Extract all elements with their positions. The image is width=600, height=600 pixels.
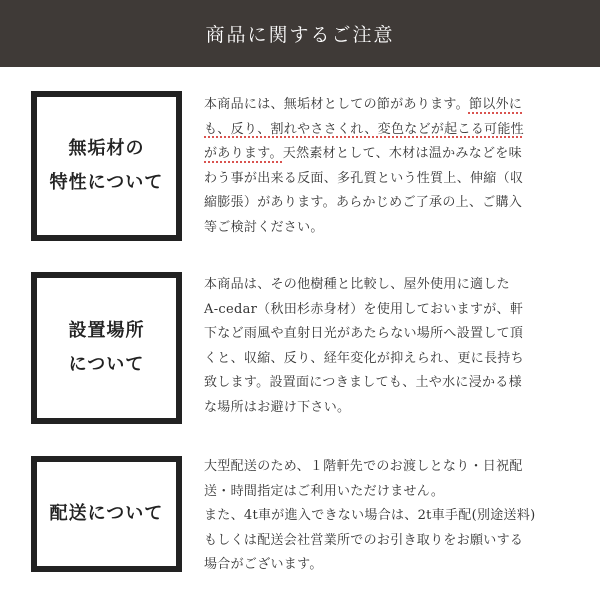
description-line: 大型配送のため、１階軒先でのお渡しとなり・日祝配 [204, 459, 523, 474]
section-label-box [31, 456, 182, 572]
section-label-line: 設置場所 [68, 319, 145, 341]
section-description [204, 93, 576, 240]
description-line: な場所はお避け下さい。 [204, 399, 351, 415]
description-line: があります。天然素材として、木材は温かみなどを味 [204, 146, 522, 161]
page-title: 商品に関するご注意 [205, 24, 395, 46]
description-line: 場合がございます。 [204, 557, 323, 572]
description-line: また、4t車が進入できない場合は、2t車手配(別途送料) [204, 508, 536, 523]
highlighted-text: があります。 [204, 146, 283, 161]
section-label-line: 特性について [49, 172, 164, 193]
section-label-box [31, 91, 182, 241]
section-description [204, 455, 576, 578]
description-line: 本商品は、その他樹種と比較し、屋外使用に適した [204, 277, 510, 292]
description-line [204, 118, 576, 143]
highlighted-text: 節以外に [468, 97, 523, 112]
description-line: 送・時間指定はご利用いただけません。 [204, 483, 445, 499]
page-header [0, 0, 600, 67]
description-line: 下など雨風や直射日光があたらない場所へ設置して頂 [204, 326, 524, 341]
section-label-line: 無垢材の [68, 137, 145, 159]
section-label-line: 配送について [49, 502, 164, 524]
section-label-line: について [68, 354, 145, 375]
description-line: 縮膨張）があります。あらかじめご了承の上、ご購入 [204, 195, 523, 210]
description-line: もしくは配送会社営業所でのお引き取りをお願いする [204, 532, 524, 548]
description-line: A-cedar（秋田杉赤身材）を使用しておいますが、軒 [204, 301, 524, 317]
description-line: 本商品には、無垢材としての節があります。節以外に [204, 97, 523, 112]
section-label-box [31, 272, 182, 424]
description-line: 致します。設置面につきましても、土や水に浸かる様 [204, 375, 522, 390]
section-description [204, 273, 576, 420]
description-line: 等ご検討ください。 [204, 219, 324, 235]
description-line: わう事が出来る反面、多孔質という性質上、伸縮（収 [204, 170, 524, 186]
description-line: くと、収縮、反り、経年変化が抑えられ、更に長持ち [204, 350, 524, 366]
highlighted-text: も、反り、割れやささくれ、変色などが起こる可能性 [204, 121, 524, 137]
